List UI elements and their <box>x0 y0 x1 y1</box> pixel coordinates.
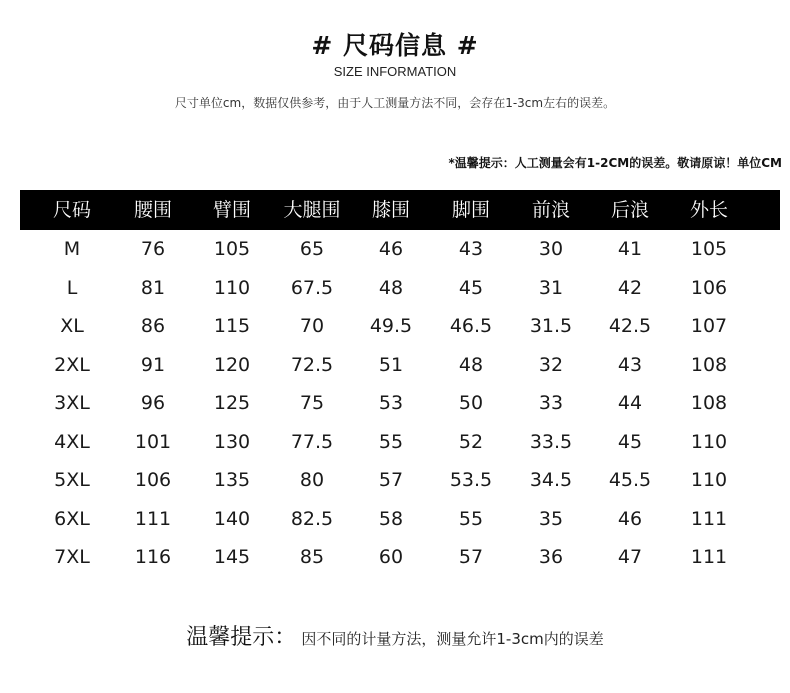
size-label-cell: 6XL <box>54 507 90 530</box>
measurement-cell: 111 <box>690 546 728 568</box>
measurement-cell: 110 <box>690 469 728 491</box>
measurement-cell: 105 <box>213 238 251 260</box>
measurement-cell: 60 <box>378 546 404 568</box>
measurement-cell: 130 <box>213 430 251 453</box>
measurement-cell: 120 <box>213 353 251 376</box>
size-label-cell: M <box>63 238 81 260</box>
size-label-cell: XL <box>60 315 84 337</box>
table-row <box>20 423 780 461</box>
size-label-cell: 4XL <box>54 430 90 453</box>
measurement-cell: 50 <box>458 392 484 414</box>
column-header-front-rise: 前浪 <box>531 199 570 221</box>
measurement-cell: 45.5 <box>608 469 652 491</box>
measurement-cell: 30 <box>538 238 564 260</box>
measurement-cell: 47 <box>617 546 643 568</box>
measurement-cell: 42 <box>617 276 643 299</box>
measurement-cell: 105 <box>690 238 728 260</box>
table-row <box>20 230 780 268</box>
measurement-cell: 33 <box>538 392 564 414</box>
column-header-leg-opening: 脚围 <box>451 199 490 221</box>
measurement-cell: 52 <box>458 430 484 453</box>
measurement-cell: 41 <box>617 238 643 260</box>
measurement-cell: 57 <box>378 469 404 491</box>
measurement-cell: 43 <box>617 353 643 376</box>
column-header-hip: 臂围 <box>212 199 251 221</box>
measurement-cell: 108 <box>690 392 728 414</box>
measurement-cell: 43 <box>458 238 484 260</box>
column-header-back-rise: 后浪 <box>610 199 649 221</box>
size-label-cell: 7XL <box>54 546 90 568</box>
measurement-cell: 82.5 <box>290 507 334 530</box>
measurement-cell: 72.5 <box>290 353 334 376</box>
measurement-cell: 53.5 <box>449 469 493 491</box>
measurement-cell: 110 <box>690 430 728 453</box>
measurement-cell: 86 <box>140 315 166 337</box>
size-table-body <box>20 230 780 578</box>
measurement-cell: 48 <box>378 276 404 299</box>
unit-note: 尺寸单位cm，数据仅供参考，由于人工测量方法不同，会存在1-3cm左右的误差。 <box>174 96 616 110</box>
measurement-cell: 135 <box>213 469 251 491</box>
measurement-cell: 58 <box>378 507 404 530</box>
footer-note <box>0 620 790 651</box>
measurement-cell: 32 <box>538 353 564 376</box>
measurement-cell: 53 <box>378 392 404 414</box>
measurement-cell: 57 <box>458 546 484 568</box>
column-header-knee: 膝围 <box>371 199 410 221</box>
table-row <box>20 307 780 345</box>
measurement-cell: 44 <box>617 392 643 414</box>
measurement-cell: 110 <box>213 276 251 299</box>
measurement-cell: 51 <box>378 353 404 376</box>
warm-note: *温馨提示：人工测量会有1-2CM的误差。敬请原谅！单位CM <box>448 156 782 170</box>
measurement-cell: 67.5 <box>290 276 334 299</box>
measurement-cell: 34.5 <box>529 469 573 491</box>
measurement-cell: 80 <box>299 469 325 491</box>
measurement-cell: 55 <box>458 507 484 530</box>
measurement-cell: 45 <box>458 276 484 299</box>
measurement-cell: 49.5 <box>369 315 413 337</box>
measurement-cell: 115 <box>213 315 251 337</box>
measurement-cell: 125 <box>213 392 251 414</box>
measurement-cell: 55 <box>378 430 404 453</box>
table-row <box>20 346 780 384</box>
measurement-cell: 145 <box>213 546 251 568</box>
measurement-cell: 36 <box>538 546 564 568</box>
measurement-cell: 48 <box>458 353 484 376</box>
footer-text: 因不同的计量方法，测量允许1-3cm内的误差 <box>301 630 604 648</box>
measurement-cell: 76 <box>140 238 166 260</box>
table-row <box>20 269 780 307</box>
size-table-header <box>20 190 780 230</box>
measurement-cell: 45 <box>617 430 643 453</box>
measurement-cell: 46 <box>617 507 643 530</box>
measurement-cell: 111 <box>690 507 728 530</box>
page-title: # 尺码信息 # <box>311 31 479 60</box>
measurement-cell: 70 <box>299 315 325 337</box>
measurement-cell: 77.5 <box>290 430 334 453</box>
measurement-cell: 65 <box>299 238 325 260</box>
page-subtitle: SIZE INFORMATION <box>333 64 457 79</box>
measurement-cell: 81 <box>140 276 166 299</box>
measurement-cell: 91 <box>140 353 166 376</box>
table-row <box>20 461 780 499</box>
table-row <box>20 500 780 538</box>
table-row <box>20 384 780 422</box>
measurement-cell: 31 <box>538 276 564 299</box>
measurement-cell: 108 <box>690 353 728 376</box>
column-header-thigh: 大腿围 <box>283 199 341 221</box>
measurement-cell: 106 <box>690 276 728 299</box>
measurement-cell: 140 <box>213 507 251 530</box>
measurement-cell: 46.5 <box>449 315 493 337</box>
measurement-cell: 101 <box>134 430 172 453</box>
table-row <box>20 538 780 576</box>
measurement-cell: 46 <box>378 238 404 260</box>
measurement-cell: 42.5 <box>608 315 652 337</box>
size-label-cell: L <box>66 276 78 299</box>
column-header-outseam: 外长 <box>689 199 728 221</box>
measurement-cell: 106 <box>134 469 172 491</box>
measurement-cell: 85 <box>299 546 325 568</box>
size-label-cell: 3XL <box>54 392 90 414</box>
measurement-cell: 96 <box>140 392 166 414</box>
measurement-cell: 116 <box>134 546 172 568</box>
measurement-cell: 35 <box>538 507 564 530</box>
column-header-size: 尺码 <box>52 199 91 221</box>
column-header-waist: 腰围 <box>133 199 172 221</box>
footer-label: 温馨提示： <box>186 625 297 650</box>
size-label-cell: 5XL <box>54 469 90 491</box>
measurement-cell: 75 <box>299 392 325 414</box>
measurement-cell: 107 <box>690 315 728 337</box>
size-label-cell: 2XL <box>54 353 90 376</box>
measurement-cell: 111 <box>134 507 172 530</box>
measurement-cell: 31.5 <box>529 315 573 337</box>
measurement-cell: 33.5 <box>529 430 573 453</box>
